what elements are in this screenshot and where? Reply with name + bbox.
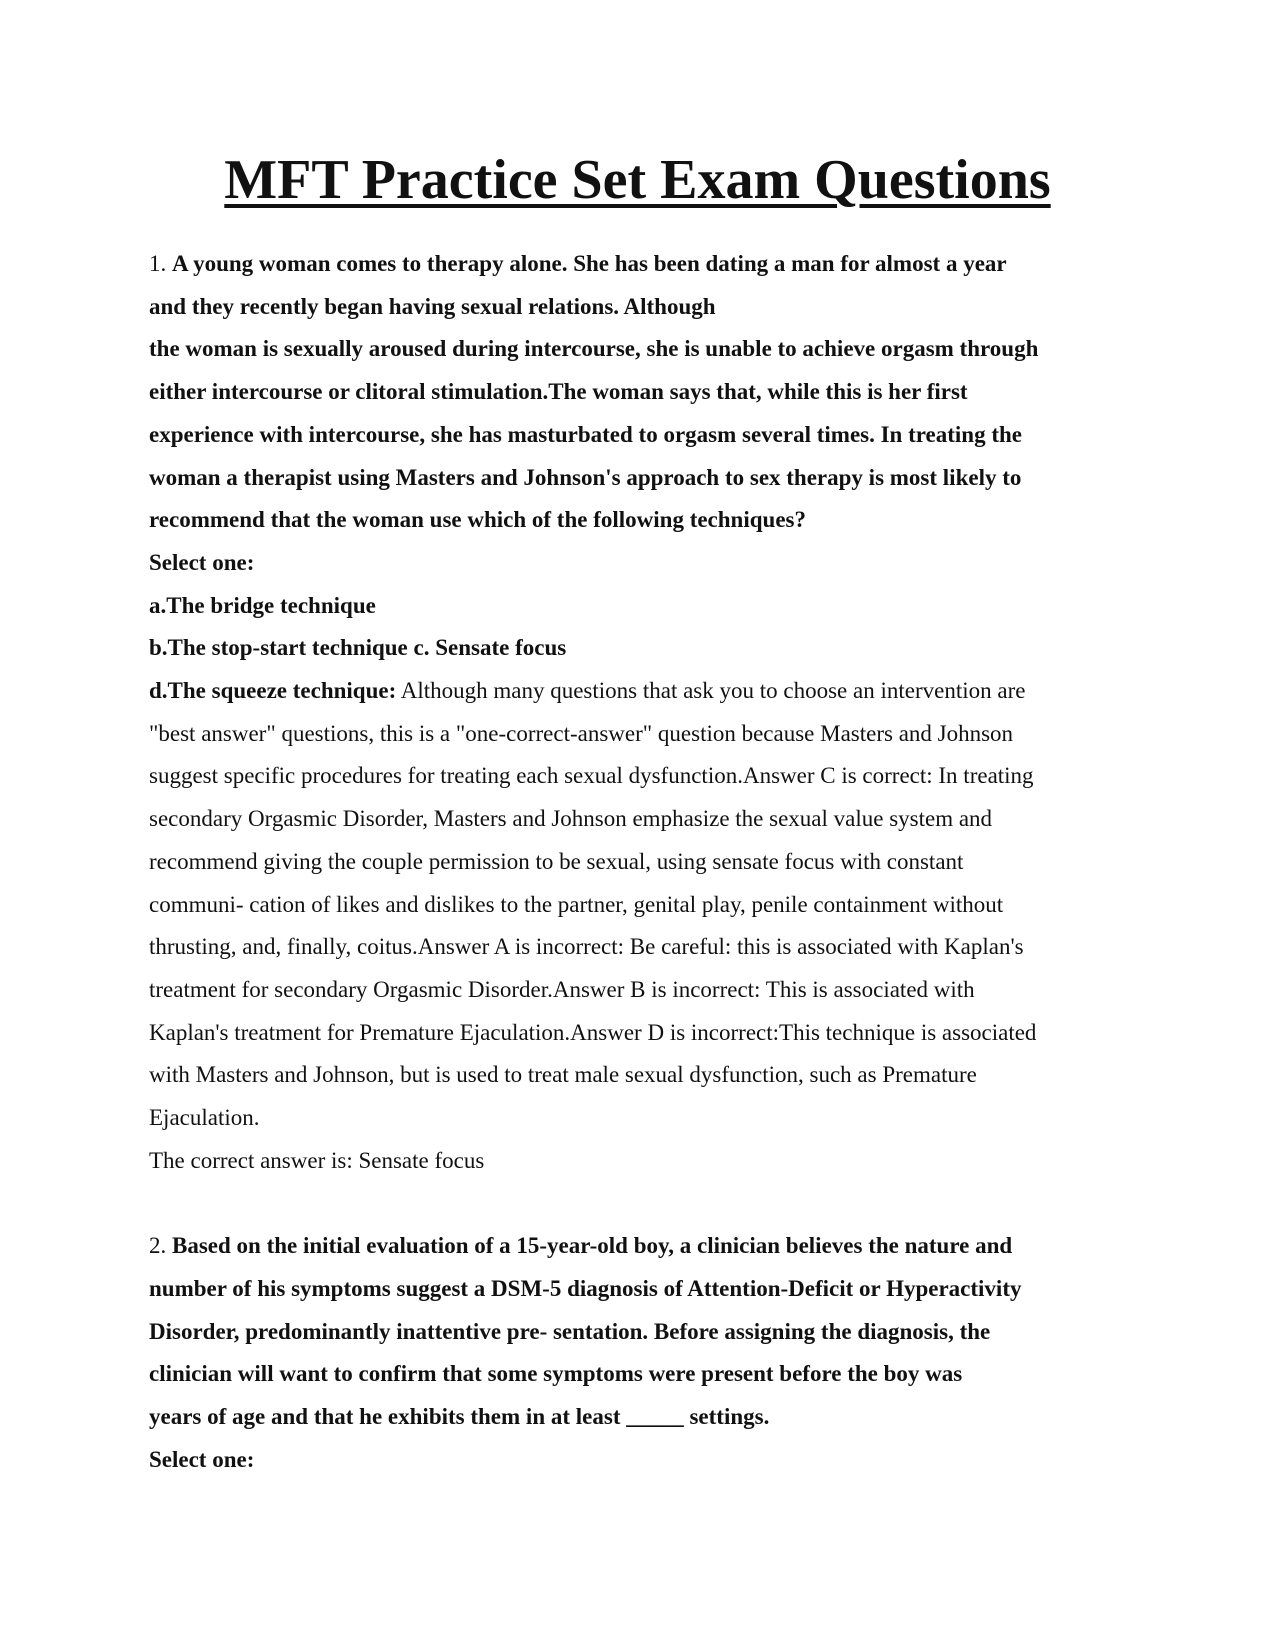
question-1-first-line [149,243,1129,286]
question-2-stem-line: Based on the initial evaluation of a 15-year-old boy, a clinician believes the nature and [172,1233,1013,1259]
question-2 [149,1225,1129,1481]
question-1-stem-line: either intercourse or clitoral stimulation.The woman says that, while this is her first [149,379,968,405]
question-1-explanation-line: communi- cation of likes and dislikes to the partner, genital play, penile containment without [149,891,1004,917]
page-title: MFT Practice Set Exam Questions [224,149,1051,211]
question-1-option-b-c: b.The stop-start technique c. Sensate focus [149,635,567,661]
question-1-explanation-line: thrusting, and, finally, coitus.Answer A is incorrect: Be careful: this is associated with Kaplan's [149,934,1024,960]
question-2-stem-line: clinician will want to confirm that some symptoms were present before the boy was [149,1361,963,1387]
question-1-stem-line: recommend that the woman use which of the following techniques? [149,507,806,533]
question-2-select-label: Select one: [149,1446,255,1472]
question-1-explanation-line: "best answer" questions, this is a "one-correct-answer" question because Masters and Johnson [149,720,1014,746]
question-1-explanation-line: suggest specific procedures for treating each sexual dysfunction.Answer C is correct: In treating [149,763,1034,789]
question-1-stem-line: A young woman comes to therapy alone. She has been dating a man for almost a year [172,251,1007,276]
question-2-stem-line: number of his symptoms suggest a DSM-5 diagnosis of Attention-Deficit or Hyperactivity [149,1275,1022,1301]
question-1 [149,243,1129,1182]
document-body [149,243,1129,1481]
question-1-select-label: Select one: [149,549,255,575]
question-2-stem-line: years of age and that he exhibits them in at least _____ settings. [149,1403,770,1429]
question-1-option-a: a.The bridge technique [149,592,376,618]
question-1-explanation-line: Ejaculation. [149,1105,260,1131]
question-1-explanation-line: treatment for secondary Orgasmic Disorder.Answer B is incorrect: This is associated with [149,976,975,1002]
spacer [149,1182,1129,1225]
question-1-explanation-line: with Masters and Johnson, but is used to treat male sexual dysfunction, such as Premature [149,1062,977,1088]
question-1-explanation-line: recommend giving the couple permission to be sexual, using sensate focus with constant [149,848,964,874]
question-1-explanation-line: Although many questions that ask you to choose an intervention are [396,678,1026,704]
question-1-stem-line: and they recently began having sexual relations. Although [149,293,716,319]
question-1-correct-answer: The correct answer is: Sensate focus [149,1147,485,1173]
question-1-explanation-line: secondary Orgasmic Disorder, Masters and Johnson emphasize the sexual value system and [149,806,993,832]
question-1-stem-line: the woman is sexually aroused during intercourse, she is unable to achieve orgasm through [149,336,1039,362]
question-1-number: 1. [149,251,167,276]
question-1-option-d: d.The squeeze technique: [149,678,397,704]
question-1-stem-line: woman a therapist using Masters and Johnson's approach to sex therapy is most likely to [149,464,1022,490]
question-2-stem-line: Disorder, predominantly inattentive pre- sentation. Before assigning the diagnosis, the [149,1318,991,1344]
question-2-first-line [149,1225,1129,1268]
question-1-stem-line: experience with intercourse, she has masturbated to orgasm several times. In treating the [149,421,1023,447]
question-1-option-d-line [149,670,1129,713]
question-2-number: 2. [149,1233,167,1259]
question-1-explanation-line: Kaplan's treatment for Premature Ejaculation.Answer D is incorrect:This technique is associated [149,1019,1037,1045]
